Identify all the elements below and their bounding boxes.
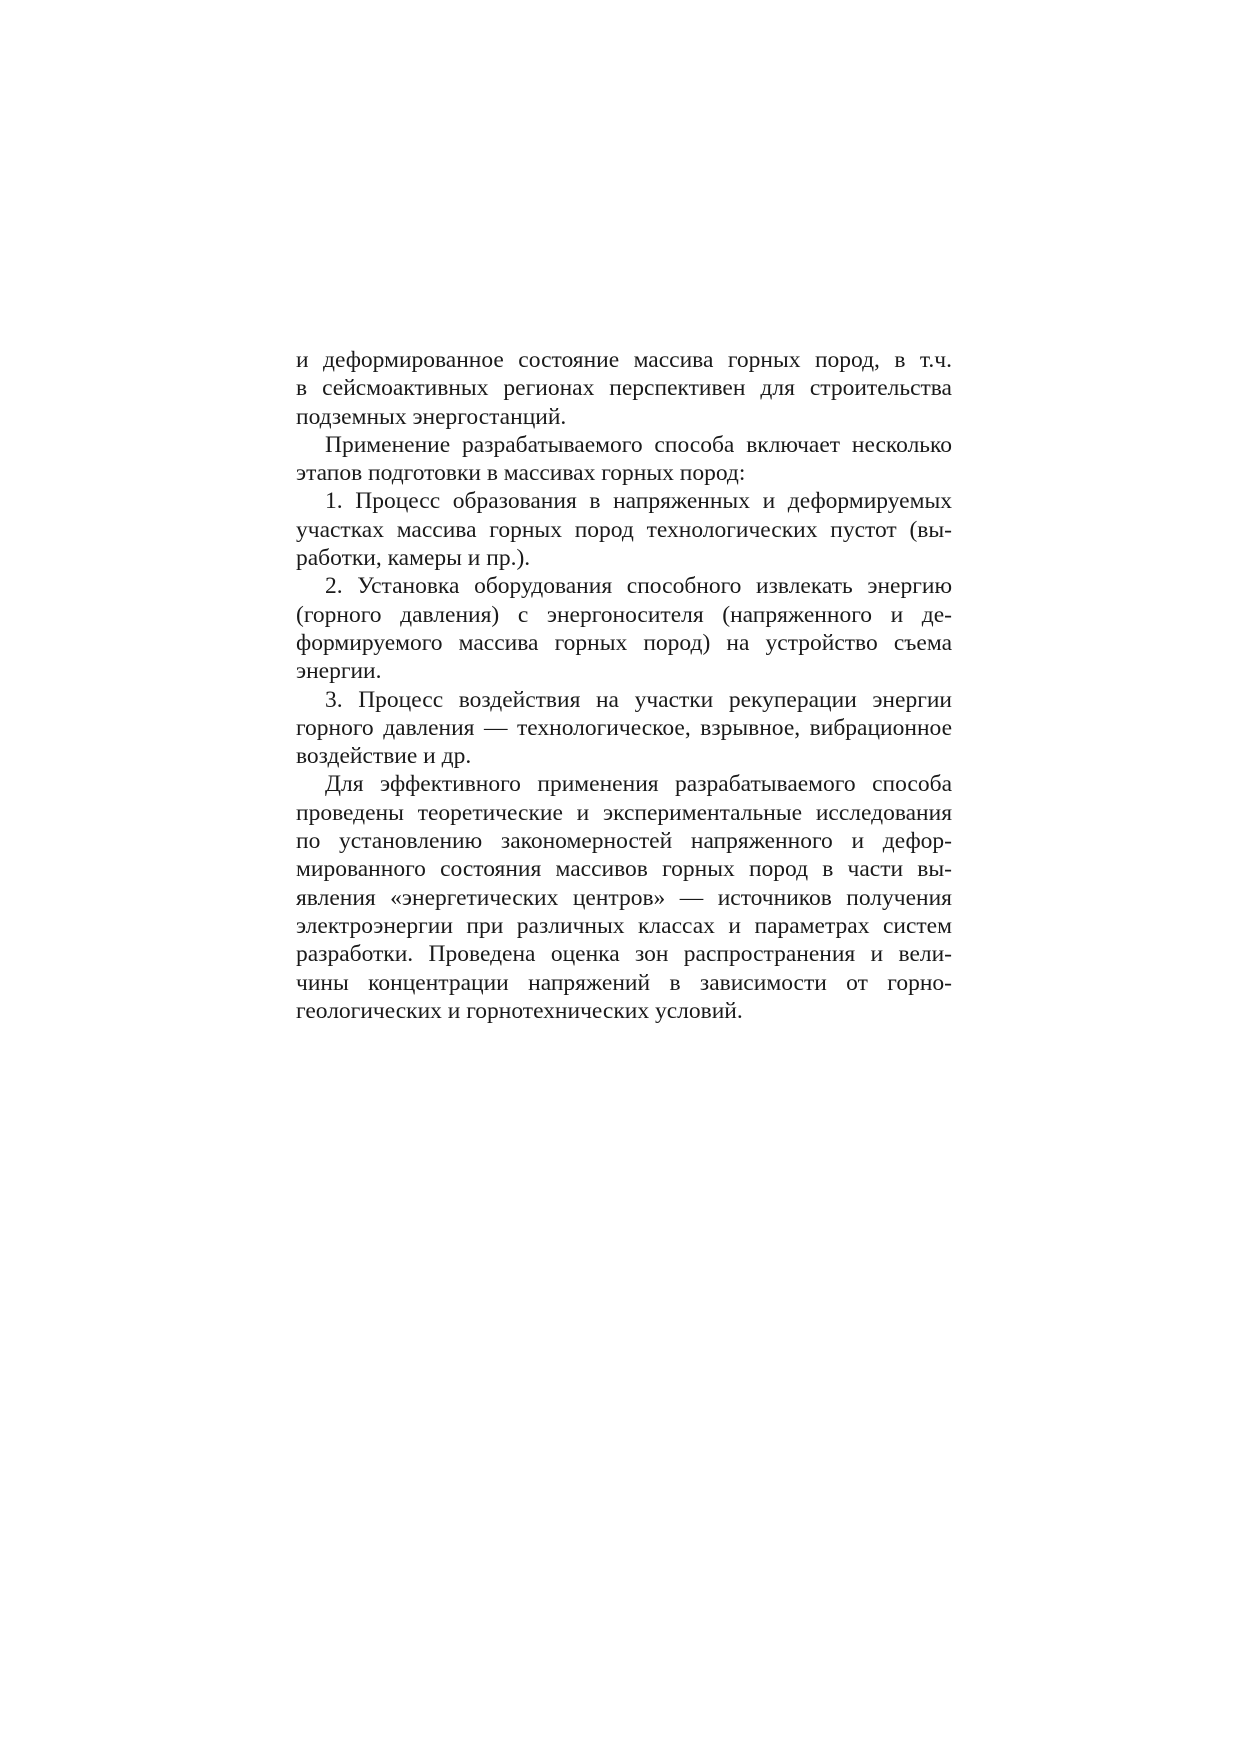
- paragraph-1: [296, 346, 952, 431]
- text-line: формируемого массива горных пород) на устройство съема: [296, 629, 952, 656]
- text-line: участках массива горных пород технологических пустот (вы-: [296, 516, 952, 543]
- text-line: разработки. Проведена оценка зон распространения и вели-: [296, 941, 952, 968]
- text-line: чины концентрации напряжений в зависимости от горно-: [296, 969, 952, 996]
- text-line: 2. Установка оборудования способного извлекать энергию: [325, 573, 952, 600]
- text-line: Для эффективного применения разрабатываемого способа: [325, 771, 952, 798]
- text-line: 3. Процесс воздействия на участки рекуперации энергии: [325, 686, 952, 713]
- text-line: проведены теоретические и экспериментальные исследования: [296, 799, 952, 826]
- text-line: явления «энергетических центров» — источников получения: [296, 884, 952, 911]
- body-text: [296, 346, 952, 1025]
- paragraph-2: [296, 431, 952, 488]
- text-line: Применение разрабатываемого способа включает несколько: [325, 431, 952, 458]
- text-line: геологических и горнотехнических условий.: [296, 997, 743, 1024]
- list-item-3: [296, 686, 952, 771]
- text-line: (горного давления) с энергоносителя (напряженного и де-: [296, 601, 952, 628]
- text-line: мированного состояния массивов горных пород в части вы-: [296, 856, 952, 883]
- text-line: энергии.: [296, 658, 382, 685]
- text-line: 1. Процесс образования в напряженных и деформируемых: [325, 488, 952, 515]
- text-line: по установлению закономерностей напряженного и дефор-: [296, 828, 952, 855]
- text-line: электроэнергии при различных классах и параметрах систем: [296, 912, 952, 939]
- text-line: подземных энергостанций.: [296, 403, 567, 430]
- text-line: этапов подготовки в массивах горных пород:: [296, 460, 746, 487]
- text-line: в сейсмоактивных регионах перспективен для строительства: [296, 375, 952, 402]
- text-line: и деформированное состояние массива горных пород, в т.ч.: [296, 347, 952, 373]
- text-line: горного давления — технологическое, взрывное, вибрационное: [296, 714, 952, 741]
- text-line: воздействие и др.: [296, 743, 472, 770]
- list-item-1: [296, 487, 952, 572]
- text-line: работки, камеры и пр.).: [296, 545, 531, 572]
- paragraph-6: [296, 770, 952, 1025]
- list-item-2: [296, 572, 952, 685]
